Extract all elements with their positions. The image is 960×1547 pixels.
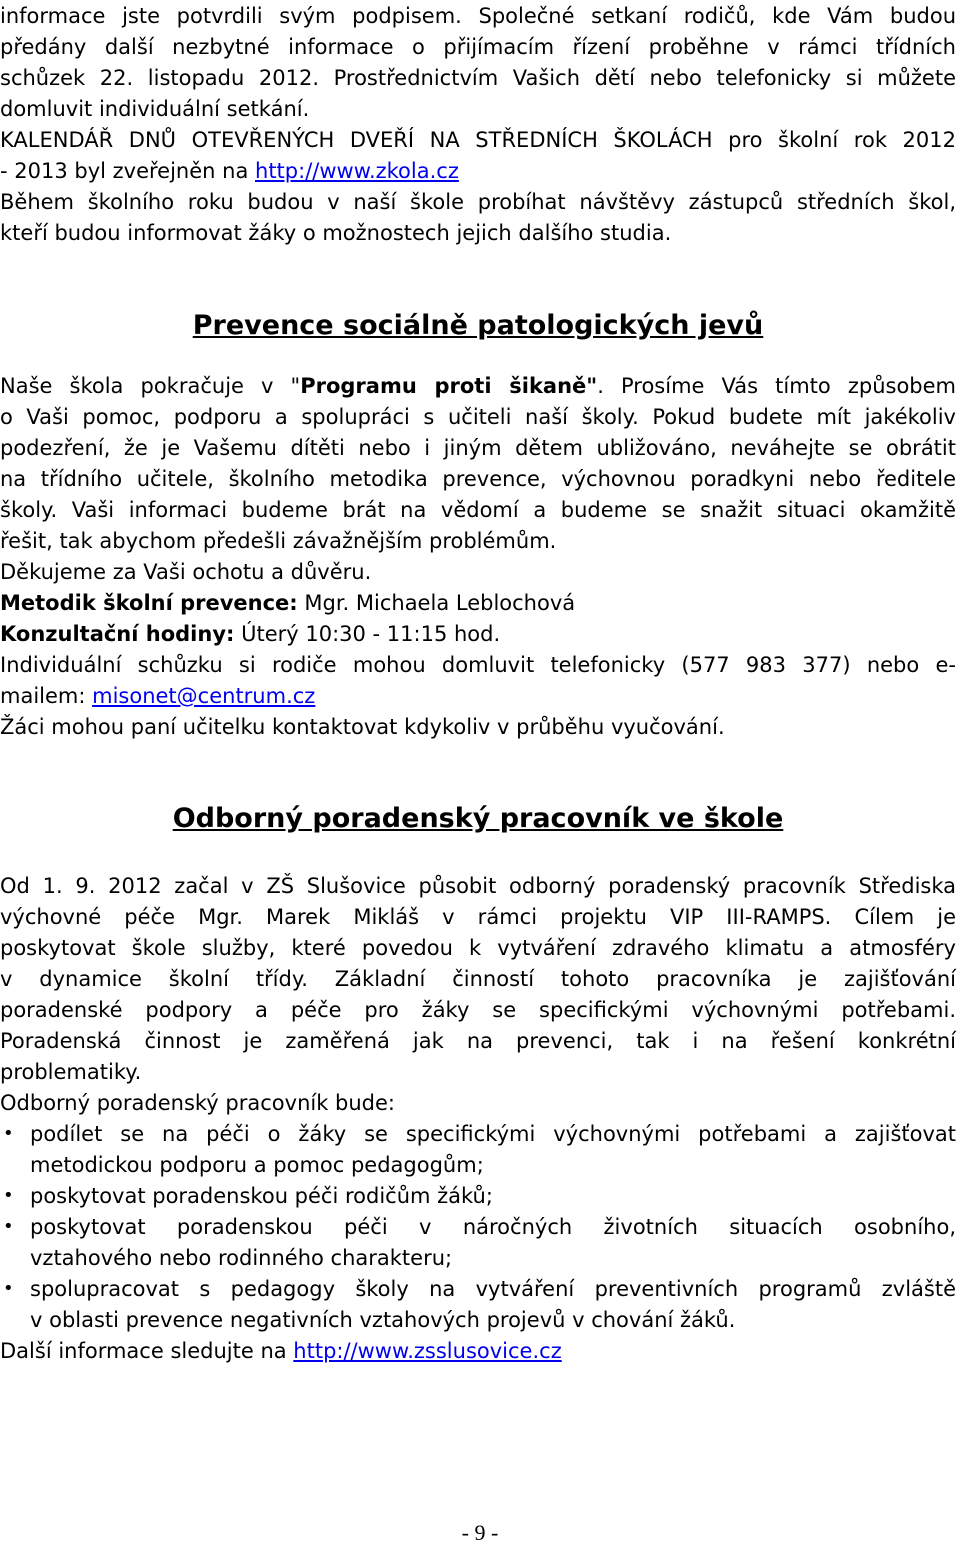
text-span: . Prosíme Vás tímto způsobem	[597, 374, 957, 398]
text-line	[0, 402, 956, 432]
page-number: - 9 -	[461, 1520, 499, 1545]
text-line: domluvit individuální setkání.	[0, 97, 310, 121]
text-line: podezření, že je Vašemu dítěti nebo i jiným dětem ubližováno, neváhejte se obrátit	[0, 436, 956, 460]
bullet-icon: •	[3, 1123, 14, 1144]
text-line: Žáci mohou paní učitelku kontaktovat kdykoliv v průběhu vyučování.	[0, 715, 725, 739]
text-span: - 2013 byl zveřejněn na	[0, 159, 256, 183]
hours-value: Úterý 10:30 - 11:15 hod.	[234, 622, 501, 646]
text-line	[0, 588, 956, 618]
text-line: Odborný poradenský pracovník bude:	[0, 1091, 396, 1115]
text-line: v dynamice školní třídy. Základní činností tohoto pracovníka je zajišťování	[0, 967, 956, 991]
text-line: Poradenská činnost je zaměřená jak na prevenci, tak i na řešení konkrétní	[0, 1029, 956, 1053]
text-line: schůzek 22. listopadu 2012. Prostřednictvím Vašich dětí nebo telefonicky si můžete	[0, 66, 956, 90]
text-span: Další informace sledujte na	[0, 1339, 294, 1363]
text-span: mailem:	[0, 684, 93, 708]
text-line: na třídního učitele, školního metodika prevence, výchovnou poradkyni nebo ředitele	[0, 467, 956, 491]
list-item: poskytovat poradenskou péči rodičům žáků;	[30, 1184, 493, 1208]
text-line: Během školního roku budou v naší škole probíhat návštěvy zástupců středních škol,	[0, 190, 956, 214]
text-span: o Vaši pomoc, podporu a spolupráci s učiteli naší školy.	[0, 405, 639, 429]
list-item: poskytovat poradenskou péči v náročných životních situacích osobního,	[30, 1215, 956, 1239]
text-line	[0, 156, 956, 186]
school-website-link[interactable]: http://www.zsslusovice.cz	[293, 1339, 562, 1363]
text-line	[0, 681, 956, 711]
email-link[interactable]: misonet@centrum.cz	[92, 684, 316, 708]
text-line: Od 1. 9. 2012 začal v ZŠ Slušovice působit odborný poradenský pracovník Střediska	[0, 874, 956, 898]
text-line: informace jste potvrdili svým podpisem. Společné setkaní rodičů, kde Vám budou	[0, 4, 956, 28]
text-line: řešit, tak abychom předešli závažnějším problémům.	[0, 529, 557, 553]
text-line: školy. Vaši informaci budeme brát na vědomí a budeme se snažit situaci okamžitě	[0, 498, 956, 522]
text-line: KALENDÁŘ DNŮ OTEVŘENÝCH DVEŘÍ NA STŘEDNÍCH ŠKOLÁCH pro školní rok 2012	[0, 128, 956, 152]
section-heading-poradce: Odborný poradenský pracovník ve škole	[172, 803, 784, 834]
text-line: poskytovat škole služby, které povedou k vytváření zdravého klimatu a atmosféry	[0, 936, 956, 960]
label-hours: Konzultační hodiny:	[0, 622, 235, 646]
list-item-continuation: vztahového nebo rodinného charakteru;	[30, 1246, 453, 1270]
bullet-icon: •	[3, 1216, 14, 1237]
program-name: Programu proti šikaně"	[300, 374, 598, 398]
zkola-link[interactable]: http://www.zkola.cz	[255, 159, 459, 183]
text-line: předány další nezbytné informace o přijímacím řízení proběhne v rámci třídních	[0, 35, 956, 59]
bullet-icon: •	[3, 1278, 14, 1299]
text-line: Děkujeme za Vaši ochotu a důvěru.	[0, 560, 372, 584]
text-line: kteří budou informovat žáky o možnostech jejich dalšího studia.	[0, 221, 672, 245]
text-line	[0, 1336, 956, 1366]
text-line: Individuální schůzku si rodiče mohou domluvit telefonicky (577 983 377) nebo e-	[0, 653, 956, 677]
list-item-continuation: v oblasti prevence negativních vztahových projevů v chování žáků.	[30, 1308, 736, 1332]
text-span: Pokud budete mít jakékoliv	[638, 405, 956, 429]
text-line	[0, 619, 956, 649]
text-line: problematiky.	[0, 1060, 142, 1084]
text-line: poradenské podpory a péče pro žáky se specifickými výchovnými potřebami.	[0, 998, 956, 1022]
label-metodik: Metodik školní prevence:	[0, 591, 298, 615]
metodik-name: Mgr. Michaela Leblochová	[297, 591, 576, 615]
list-item: spolupracovat s pedagogy školy na vytváření preventivních programů zvláště	[30, 1277, 956, 1301]
bullet-icon: •	[3, 1185, 14, 1206]
section-heading-prevence: Prevence sociálně patologických jevů	[192, 310, 764, 341]
text-span: Naše škola pokračuje v "	[0, 374, 301, 398]
list-item: podílet se na péči o žáky se specifickými výchovnými potřebami a zajišťovat	[30, 1122, 956, 1146]
list-item-continuation: metodickou podporu a pomoc pedagogům;	[30, 1153, 484, 1177]
text-line	[0, 371, 956, 401]
text-line: výchovné péče Mgr. Marek Mikláš v rámci projektu VIP III-RAMPS. Cílem je	[0, 905, 956, 929]
